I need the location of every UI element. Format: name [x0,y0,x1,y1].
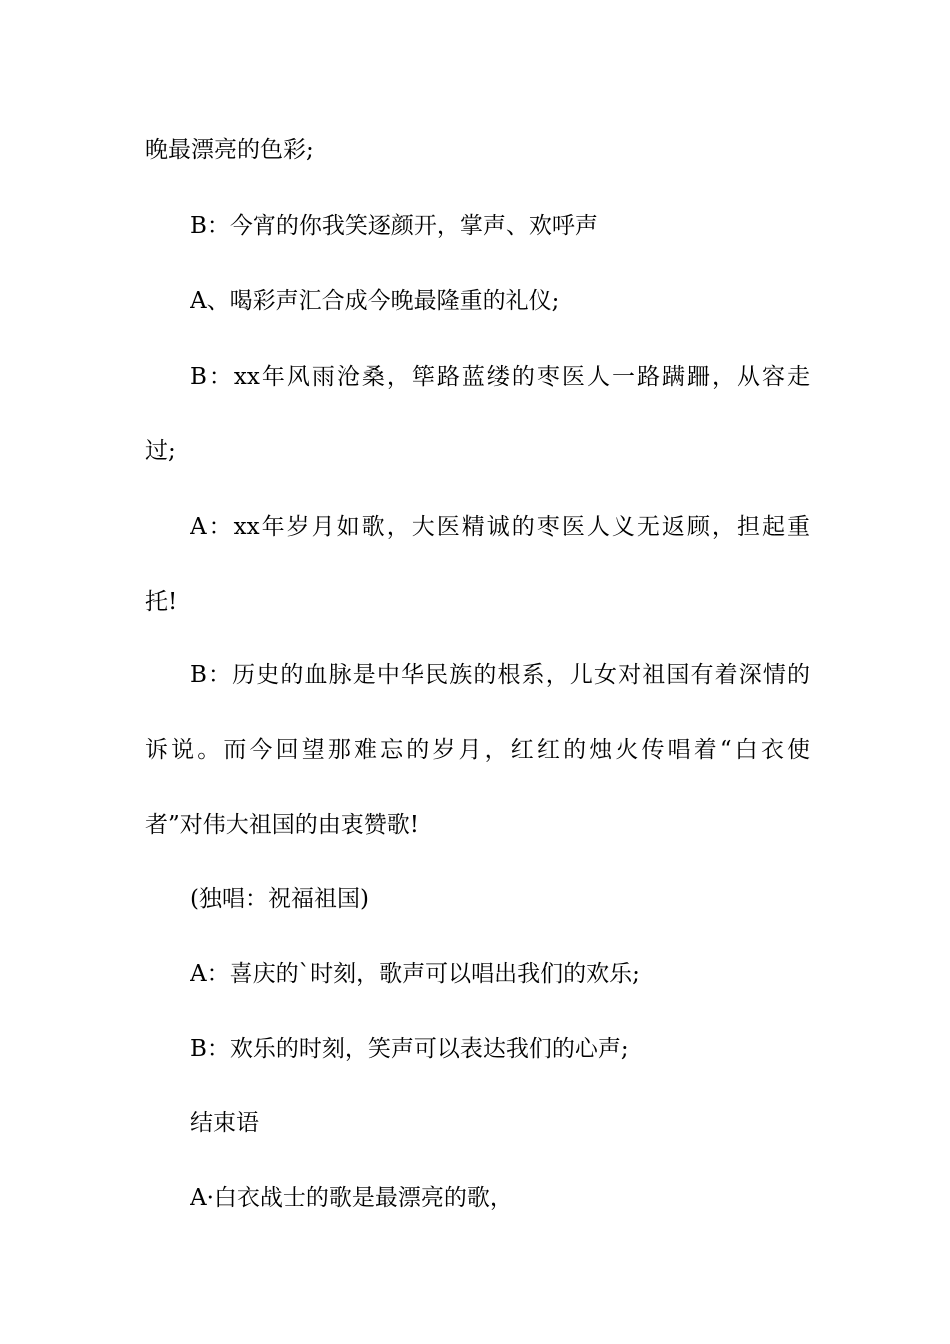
text-line: 晚最漂亮的色彩; [145,137,314,163]
text-line: A·白衣战士的歌是最漂亮的歌， [190,1185,513,1211]
text-line: B：历史的血脉是中华民族的根系，儿女对祖国有着深情的 [190,662,810,688]
text-line: A、喝彩声汇合成今晚最隆重的礼仪; [190,288,560,314]
text-line: B：今宵的你我笑逐颜开，掌声、欢呼声 [190,213,598,239]
text-line: 托! [145,589,178,615]
text-line: A：xx年岁月如歌，大医精诚的枣医人义无返顾，担起重 [190,514,810,540]
text-line: (独唱：祝福祖国) [190,886,369,912]
text-line: 过; [145,438,176,464]
text-line: 诉说。而今回望那难忘的岁月，红红的烛火传唱着“白衣使 [145,737,810,763]
text-line: B：欢乐的时刻，笑声可以表达我们的心声; [190,1036,629,1062]
text-line: A：喜庆的`时刻，歌声可以唱出我们的欢乐; [190,961,640,987]
text-line: B：xx年风雨沧桑，筚路蓝缕的枣医人一路蹒跚，从容走 [190,364,810,390]
text-line: 结束语 [190,1110,259,1136]
text-line: 者”对伟大祖国的由衷赞歌! [145,812,420,838]
